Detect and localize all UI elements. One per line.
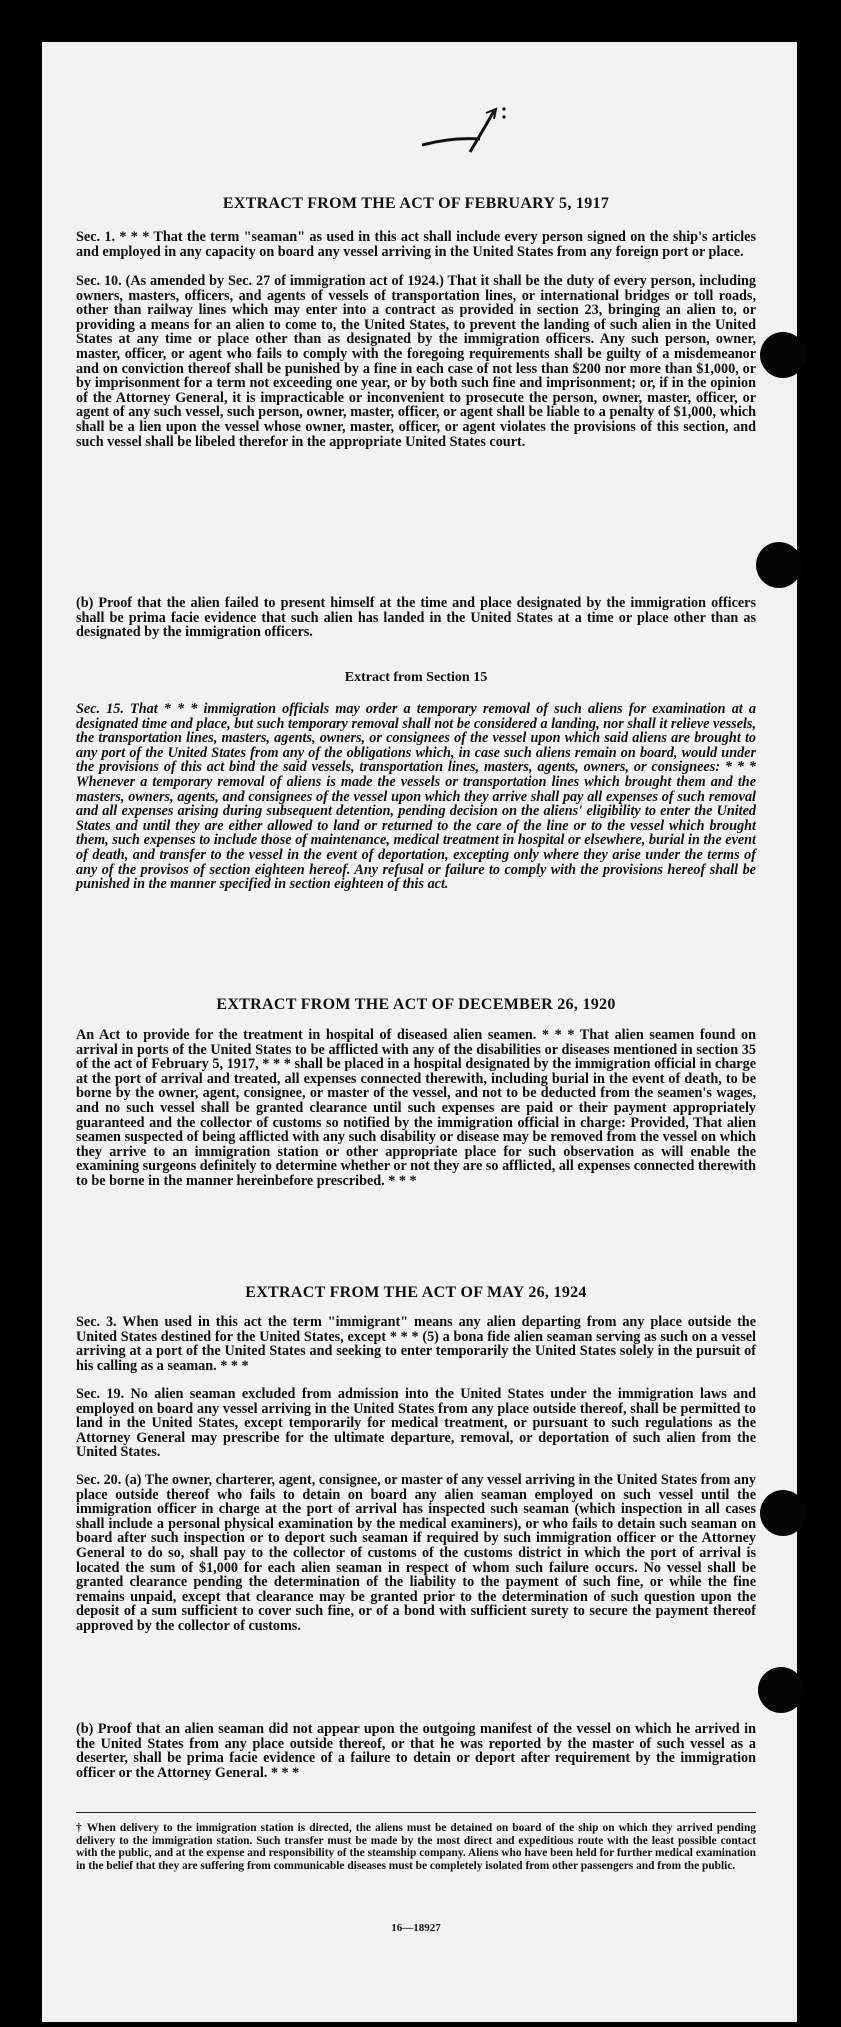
page-number: 16—18927 bbox=[391, 1922, 441, 1934]
act-1920-text: An Act to provide for the treatment in hospital of diseased alien seamen. * * * That alien seamen found on arrival in ports of the United States to be afflicted with any of the disabilities or diseases mentioned in section 35 of the act of February 5, 1917, * * * shall be placed in a hospital designated by the immigration official in charge at the port of arrival and treated, all expenses connected therewith, including burial in the event of death, to be borne by the owner, agent, consignee, or master of the vessel, and not to be deducted from the seamen's wages, and no such vessel shall be granted clearance until such expenses are paid or their payment appropriately guaranteed and the collector of customs so notified by the immigration official in charge: Provided, That alien seamen suspected of being afflicted with any such disability or disease may be removed from the vessel on which they arrive to an immigration station or other appropriate place for such observation as will enable the examining surgeons definitely to determine whether or not they are so afflicted, all expenses connected therewith to be borne in the manner hereinbefore prescribed. * * * bbox=[76, 1027, 756, 1189]
punch-hole-3 bbox=[760, 1490, 806, 1536]
section-15: Sec. 15. That * * * immigration officials may order a temporary removal of such aliens for examination at a designated time and place, but such temporary removal shall not be considered a landing, nor shall it relieve vessels, the transportation lines, masters, agents, owners, or consignees of the vessel upon which said aliens are brought to any port of the United States from any of the obligations which, in case such aliens remain on board, would under the provisions of this act bind the said vessels, transportation lines, masters, agents, owners, or consignees: * * * Whenever a temporary removal of aliens is made the vessels or transportation lines which brought them and the masters, owners, agents, and consignees of the vessel upon which they arrive shall pay all expenses of such removal and all expenses arising during subsequent detention, pending decision on the aliens' eligibility to enter the United States and until they are either allowed to land or returned to the care of the line or to the vessel which brought them, such expenses to include those of maintenance, medical treatment in hospital or elsewhere, burial in the event of death, and transfer to the vessel in the event of deportation, excepting only where they arise under the terms of any of the provisos of section eighteen hereof. Any refusal or failure to comply with the provisions hereof shall be punished in the manner specified in section eighteen of this act. bbox=[76, 701, 756, 893]
section-10: Sec. 10. (As amended by Sec. 27 of immigration act of 1924.) That it shall be the duty of every person, including owners, masters, officers, and agents of vessels of transportation lines, or international bridges or toll roads, other than railway lines which may enter into a contract as provided in section 23, bringing an alien to, or providing a means for an alien to come to, the United States, to prevent the landing of such alien in the United States at any time or place other than as designated by the immigration officers. Any such person, owner, master, officer, or agent who fails to comply with the foregoing requirements shall be guilty of a misdemeanor and on conviction thereof shall be punished by a fine in each case of not less than $200 nor more than $1,000, or by imprisonment for a term not exceeding one year, or by both such fine and imprisonment; or, if in the opinion of the Attorney General, it is impracticable or inconvenient to prosecute the person, owner, master, officer, or agent of any such vessel, such person, owner, master, officer, or agent shall be liable to a penalty of $1,000, which shall be a lien upon the vessel whose owner, master, officer, or agent violates the provisions of this section, and such vessel shall be libeled therefor in the appropriate United States court. bbox=[76, 273, 756, 450]
section-20: Sec. 20. (a) The owner, charterer, agent, consignee, or master of any vessel arriving in the United States from any place outside thereof who fails to detain on board any alien seaman employed on such vessel until the immigration officer in charge at the port of arrival has inspected such seaman (which inspection in all cases shall include a personal physical examination by the medical examiners), or who fails to detain such seaman on board after such inspection or to deport such seaman if required by such immigration officer or the Attorney General to do so, shall pay to the collector of customs of the customs district in which the port of arrival is located the sum of $1,000 for each alien seaman in respect of whom such failure occurs. No vessel shall be granted clearance pending the determination of the liability to the payment of such fine, or while the fine remains unpaid, except that clearance may be granted prior to the determination of such question upon the deposit of a sum sufficient to cover such fine, or of a bond with sufficient surety to secure the payment thereof approved by the collector of customs. bbox=[76, 1472, 756, 1634]
handwritten-mark bbox=[422, 97, 542, 157]
section-19: Sec. 19. No alien seaman excluded from admission into the United States under the immigration laws and employed on board any vessel arriving in the United States from any place outside thereof, shall be permitted to land in the United States, except temporarily for medical treatment, or pursuant to such regulations as the Attorney General may prescribe for the ultimate departure, removal, or deportation of such alien from the United States. bbox=[76, 1386, 756, 1461]
footnote: † When delivery to the immigration station is directed, the aliens must be detained on board of the ship on which they arrived pending delivery to the immigration station. Such transfer must be made by the most direct and expeditious route with the least possible contact with the public, and at the expense and responsibility of the steamship company. Aliens who have been held for further medical examination in the belief that they are suffering from communicable diseases must be completely isolated from other passengers and from the public. bbox=[76, 1822, 756, 1872]
punch-hole-1 bbox=[760, 332, 806, 378]
section-3: Sec. 3. When used in this act the term "immigrant" means any alien departing from any place outside the United States destined for the United States, except * * * (5) a bona fide alien seaman serving as such on a vessel arriving at a port of the United States and seeking to enter temporarily the United States solely in the pursuit of his calling as a seaman. * * * bbox=[76, 1314, 756, 1374]
section-20-b: (b) Proof that an alien seaman did not appear upon the outgoing manifest of the vessel on which he arrived in the United States from any place outside thereof, or that he was reported by the master of such vessel as a deserter, shall be prima facie evidence of a failure to detain or deport after requirement by the immigration officer or the Attorney General. * * * bbox=[76, 1721, 756, 1781]
heading-section-15: Extract from Section 15 bbox=[344, 670, 488, 685]
footnote-divider bbox=[76, 1812, 756, 1813]
heading-act-1924: EXTRACT FROM THE ACT OF MAY 26, 1924 bbox=[245, 1284, 587, 1301]
punch-hole-4 bbox=[758, 1667, 804, 1713]
punch-hole-2 bbox=[756, 542, 802, 588]
section-1: Sec. 1. * * * That the term "seaman" as used in this act shall include every person signed on the ship's articles and employed in any capacity on board any vessel arriving in the United States from any foreign port or place. bbox=[76, 229, 756, 260]
heading-act-1920: EXTRACT FROM THE ACT OF DECEMBER 26, 1920 bbox=[216, 996, 616, 1013]
document-page bbox=[42, 42, 797, 2022]
section-10-b: (b) Proof that the alien failed to present himself at the time and place designated by the immigration officers shall be prima facie evidence that such alien has landed in the United States at a time or place other than as designated by the immigration officers. bbox=[76, 595, 756, 641]
heading-act-1917: EXTRACT FROM THE ACT OF FEBRUARY 5, 1917 bbox=[222, 195, 610, 212]
